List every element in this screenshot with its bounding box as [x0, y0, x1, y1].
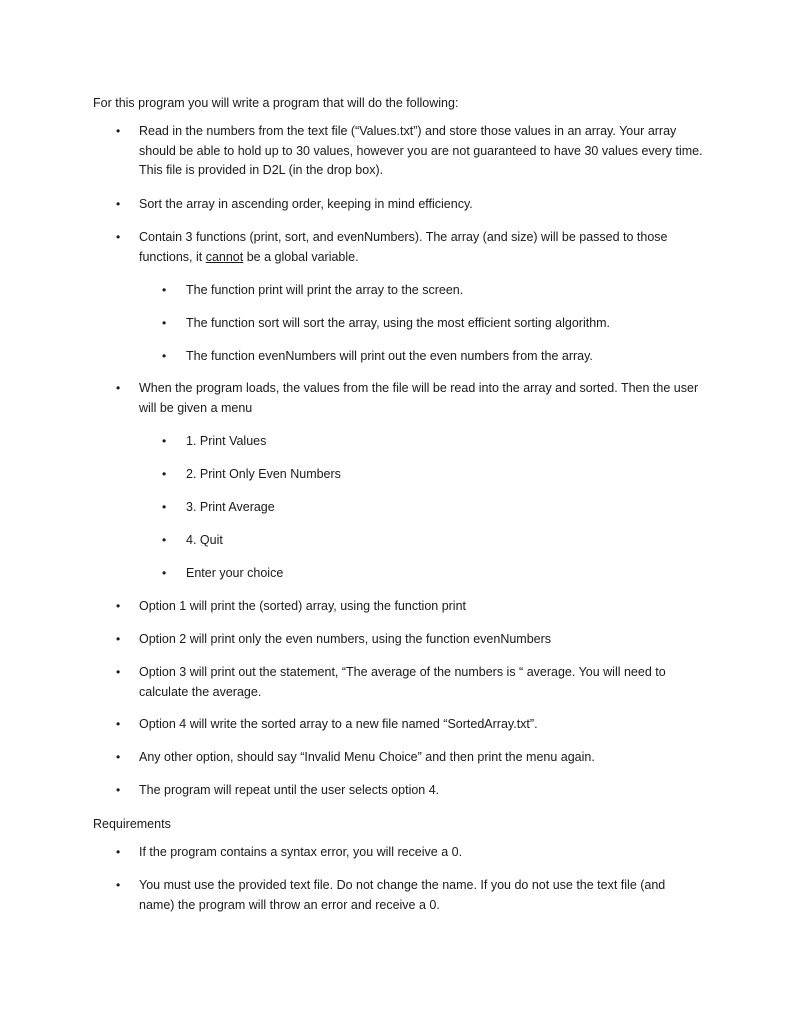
bullet-icon: •: [162, 500, 167, 514]
list-item-text: 4. Quit: [186, 533, 223, 547]
bullet-icon: •: [116, 381, 121, 395]
bullet-icon: •: [116, 845, 121, 859]
bullet-icon: •: [162, 533, 167, 547]
intro-paragraph: For this program you will write a program that will do the following:: [93, 96, 459, 110]
list-item-text: When the program loads, the values from the file will be read into the array and sorted. Then the user will be given a menu: [139, 381, 699, 415]
list-item-text: The program will repeat until the user selects option 4.: [139, 783, 440, 797]
bullet-icon: •: [116, 197, 121, 211]
list-item-text: The function evenNumbers will print out the even numbers from the array.: [186, 349, 593, 363]
list-item-text: Sort the array in ascending order, keeping in mind efficiency.: [139, 197, 473, 211]
bullet-icon: •: [116, 599, 121, 613]
underlined-word: cannot: [205, 249, 244, 264]
list-item-text: Contain 3 functions (print, sort, and evenNumbers). The array (and size) will be passed to those functions, it cannot be a global variable.: [139, 230, 668, 264]
list-item-text: Option 3 will print out the statement, “The average of the numbers is “ average. You will need to calculate the average.: [139, 665, 666, 699]
list-item-text: Enter your choice: [186, 566, 284, 580]
list-item-text: Option 1 will print the (sorted) array, using the function print: [139, 599, 467, 613]
list-item-text: You must use the provided text file. Do not change the name. If you do not use the text file (and name) the program will throw an error and receive a 0.: [139, 878, 666, 912]
bullet-icon: •: [162, 349, 167, 363]
list-item-text: If the program contains a syntax error, you will receive a 0.: [139, 845, 463, 859]
list-item-text: Option 2 will print only the even numbers, using the function evenNumbers: [139, 632, 552, 646]
bullet-icon: •: [116, 230, 121, 244]
bullet-icon: •: [162, 283, 167, 297]
list-item-text: Read in the numbers from the text file (“Values.txt”) and store those values in an array. Your array should be able to hold up to 30 values, however you are not guaranteed to have 30 values every time. This file is provided in D2L (in the drop box).: [139, 124, 703, 177]
list-item-text: The function print will print the array to the screen.: [186, 283, 464, 297]
bullet-icon: •: [116, 665, 121, 679]
requirements-heading: Requirements: [93, 817, 171, 831]
list-item-text: 2. Print Only Even Numbers: [186, 467, 341, 481]
bullet-icon: •: [162, 566, 167, 580]
bullet-icon: •: [116, 717, 121, 731]
bullet-icon: •: [116, 750, 121, 764]
list-item-text: Any other option, should say “Invalid Menu Choice” and then print the menu again.: [139, 750, 595, 764]
bullet-icon: •: [162, 467, 167, 481]
list-item-text: Option 4 will write the sorted array to a new file named “SortedArray.txt”.: [139, 717, 538, 731]
bullet-icon: •: [162, 434, 167, 448]
bullet-icon: •: [116, 124, 121, 138]
bullet-icon: •: [116, 878, 121, 892]
bullet-icon: •: [116, 632, 121, 646]
list-item-text: 3. Print Average: [186, 500, 275, 514]
list-item-text: 1. Print Values: [186, 434, 267, 448]
list-item-text: The function sort will sort the array, using the most efficient sorting algorithm.: [186, 316, 611, 330]
bullet-icon: •: [116, 783, 121, 797]
bullet-icon: •: [162, 316, 167, 330]
